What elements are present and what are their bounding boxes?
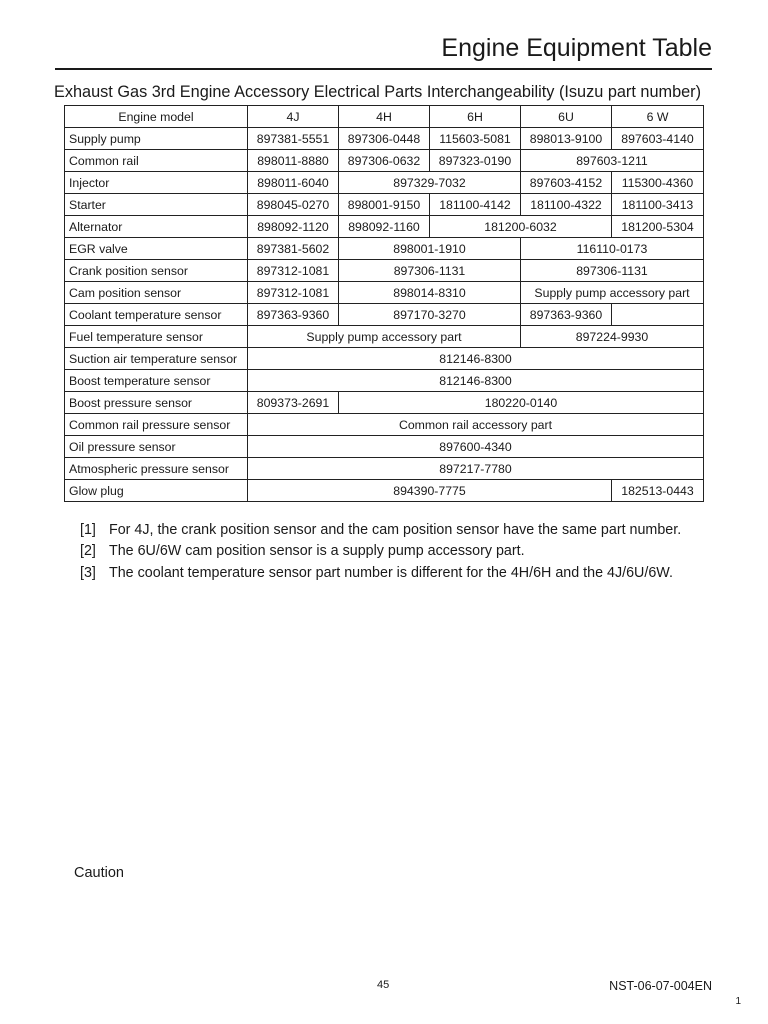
part-number-cell: 897381-5551 <box>248 128 339 150</box>
column-header: 6U <box>521 106 612 128</box>
row-label: Injector <box>65 172 248 194</box>
column-header: 6 W <box>612 106 704 128</box>
caution-title: Caution <box>74 865 124 881</box>
part-number-cell: 898092-1120 <box>248 216 339 238</box>
document-code: NST-06-07-004EN <box>609 979 712 993</box>
table-row <box>65 414 704 436</box>
sheet-number: 1 <box>735 996 741 1007</box>
column-header: 4J <box>248 106 339 128</box>
table-row <box>65 194 704 216</box>
part-number-cell: 809373-2691 <box>248 392 339 414</box>
caution-note <box>80 519 681 541</box>
part-number-cell: 897312-1081 <box>248 260 339 282</box>
part-number-cell: 897217-7780 <box>248 458 704 480</box>
part-number-cell: 897323-0190 <box>430 150 521 172</box>
table-row <box>65 480 704 502</box>
caution-note <box>80 562 681 584</box>
table-row <box>65 260 704 282</box>
part-number-cell: 897603-4152 <box>521 172 612 194</box>
part-number-cell: 897306-1131 <box>339 260 521 282</box>
row-label: Boost pressure sensor <box>65 392 248 414</box>
title-rule <box>55 68 712 70</box>
table-row <box>65 150 704 172</box>
row-label: Fuel temperature sensor <box>65 326 248 348</box>
part-number-cell: 897363-9360 <box>248 304 339 326</box>
table-row <box>65 436 704 458</box>
row-label: Atmospheric pressure sensor <box>65 458 248 480</box>
part-number-cell: 897603-1211 <box>521 150 704 172</box>
row-label: Coolant temperature sensor <box>65 304 248 326</box>
table-row <box>65 392 704 414</box>
row-label: EGR valve <box>65 238 248 260</box>
part-number-cell: 181200-6032 <box>430 216 612 238</box>
note-text: The 6U/6W cam position sensor is a supply pump accessory part. <box>109 543 525 560</box>
note-number: [1] <box>80 521 96 538</box>
part-number-cell: Common rail accessory part <box>248 414 704 436</box>
part-number-cell <box>612 304 704 326</box>
caution-note <box>80 541 681 563</box>
part-number-cell: 182513-0443 <box>612 480 704 502</box>
part-number-cell: 181100-3413 <box>612 194 704 216</box>
note-text: The coolant temperature sensor part number is different for the 4H/6H and the 4J/6U/6W. <box>109 564 673 581</box>
table-row <box>65 216 704 238</box>
note-number: [3] <box>80 564 96 581</box>
part-number-cell: 181200-5304 <box>612 216 704 238</box>
row-label: Crank position sensor <box>65 260 248 282</box>
part-number-cell: 897312-1081 <box>248 282 339 304</box>
row-label: Supply pump <box>65 128 248 150</box>
part-number-cell: 898011-8880 <box>248 150 339 172</box>
page-title: Engine Equipment Table <box>441 34 712 62</box>
part-number-cell: 898045-0270 <box>248 194 339 216</box>
part-number-cell: 897224-9930 <box>521 326 704 348</box>
row-label: Cam position sensor <box>65 282 248 304</box>
part-number-cell: 898014-8310 <box>339 282 521 304</box>
row-label: Common rail <box>65 150 248 172</box>
part-number-cell: 897170-3270 <box>339 304 521 326</box>
part-number-cell: Supply pump accessory part <box>521 282 704 304</box>
table-subtitle: Exhaust Gas 3rd Engine Accessory Electrical Parts Interchangeability (Isuzu part number) <box>54 83 702 101</box>
part-number-cell: 898013-9100 <box>521 128 612 150</box>
note-text: For 4J, the crank position sensor and the cam position sensor have the same part number. <box>109 521 682 538</box>
row-label: Starter <box>65 194 248 216</box>
table-row <box>65 172 704 194</box>
part-number-cell: 181100-4322 <box>521 194 612 216</box>
part-number-cell: 897306-1131 <box>521 260 704 282</box>
table-row <box>65 370 704 392</box>
part-number-cell: 898001-1910 <box>339 238 521 260</box>
row-label: Boost temperature sensor <box>65 370 248 392</box>
part-number-cell: 897306-0448 <box>339 128 430 150</box>
part-number-cell: 897306-0632 <box>339 150 430 172</box>
part-number-cell: 897329-7032 <box>339 172 521 194</box>
part-number-cell: Supply pump accessory part <box>248 326 521 348</box>
table-body <box>65 128 704 502</box>
table-row <box>65 326 704 348</box>
part-number-cell: 898011-6040 <box>248 172 339 194</box>
part-number-cell: 812146-8300 <box>248 370 704 392</box>
row-label: Suction air temperature sensor <box>65 348 248 370</box>
row-label: Alternator <box>65 216 248 238</box>
table-row <box>65 282 704 304</box>
column-header: 4H <box>339 106 430 128</box>
part-number-cell: 812146-8300 <box>248 348 704 370</box>
row-label: Common rail pressure sensor <box>65 414 248 436</box>
part-number-cell: 897381-5602 <box>248 238 339 260</box>
table-row <box>65 458 704 480</box>
part-number-cell: 898092-1160 <box>339 216 430 238</box>
table-header-row <box>65 106 704 128</box>
column-header: Engine model <box>65 106 248 128</box>
part-number-cell: 897363-9360 <box>521 304 612 326</box>
part-number-cell: 897603-4140 <box>612 128 704 150</box>
page-number: 45 <box>377 979 390 991</box>
part-number-cell: 898001-9150 <box>339 194 430 216</box>
part-number-cell: 180220-0140 <box>339 392 704 414</box>
caution-notes <box>80 519 681 584</box>
table-row <box>65 128 704 150</box>
table-row <box>65 304 704 326</box>
table-row <box>65 238 704 260</box>
part-number-cell: 897600-4340 <box>248 436 704 458</box>
column-header: 6H <box>430 106 521 128</box>
table-row <box>65 348 704 370</box>
row-label: Oil pressure sensor <box>65 436 248 458</box>
part-number-cell: 115300-4360 <box>612 172 704 194</box>
part-number-cell: 116110-0173 <box>521 238 704 260</box>
parts-table <box>64 105 704 502</box>
part-number-cell: 181100-4142 <box>430 194 521 216</box>
row-label: Glow plug <box>65 480 248 502</box>
part-number-cell: 894390-7775 <box>248 480 612 502</box>
part-number-cell: 115603-5081 <box>430 128 521 150</box>
note-number: [2] <box>80 543 96 560</box>
